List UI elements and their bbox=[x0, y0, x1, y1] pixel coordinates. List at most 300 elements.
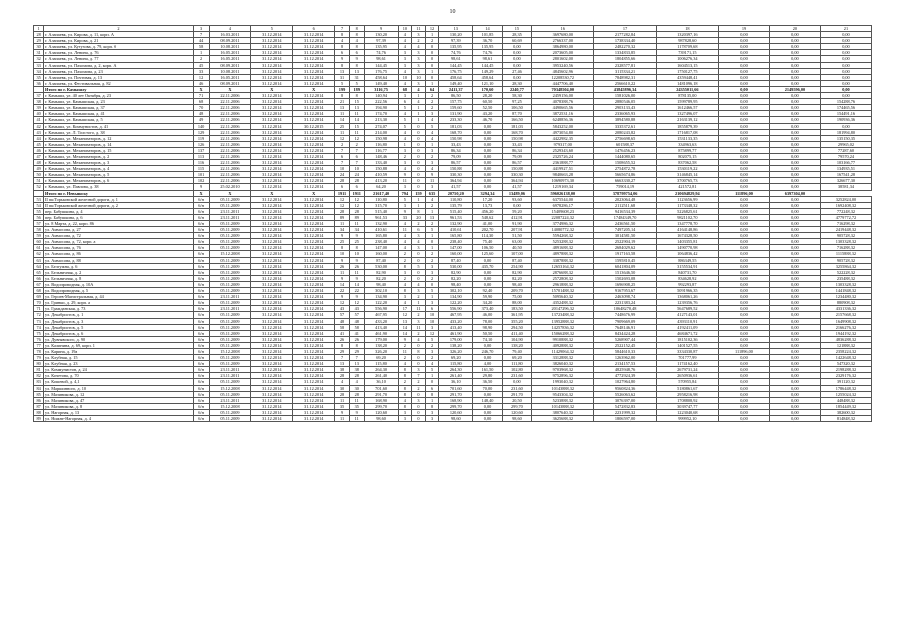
table-cell: 14080772,32 bbox=[532, 227, 594, 233]
table-cell: 30.12.2015 bbox=[293, 123, 335, 129]
table-cell: 0,00 bbox=[719, 403, 770, 409]
table-cell: 0,00 bbox=[719, 123, 770, 129]
table-cell: 106,50 bbox=[473, 245, 502, 251]
table-cell: 144,45 bbox=[439, 62, 473, 68]
table-cell: 1441848,32 bbox=[820, 288, 871, 294]
table-cell: 0,00 bbox=[719, 86, 770, 92]
table-cell: 31.12.2014 bbox=[251, 330, 293, 336]
table-cell: 22.11.2006 bbox=[209, 153, 251, 159]
table-cell: 101 bbox=[193, 172, 209, 178]
table-cell: 20750,20 bbox=[439, 190, 473, 196]
table-cell: 86,34 bbox=[502, 147, 531, 153]
table-cell: 5 bbox=[335, 80, 350, 86]
table-cell: 50 bbox=[34, 172, 44, 178]
table-cell: 44 bbox=[34, 135, 44, 141]
table-cell: 326677,30 bbox=[820, 178, 871, 184]
table-cell: 0,00 bbox=[719, 62, 770, 68]
table-cell: 1173348,32 bbox=[656, 202, 718, 208]
table-cell: 106,50 bbox=[502, 105, 531, 111]
table-cell: 17,20 bbox=[473, 196, 502, 202]
table-cell: 05.11.2009 bbox=[209, 263, 251, 269]
table-cell: 107,00 bbox=[502, 251, 531, 257]
table-cell: 69,20 bbox=[502, 355, 531, 361]
table-cell: 05.11.2009 bbox=[209, 409, 251, 415]
table-cell: 1 bbox=[412, 202, 426, 208]
table-cell: 168,90 bbox=[439, 397, 473, 403]
table-cell: 89 bbox=[34, 416, 44, 422]
table-cell: 5472832,83 bbox=[594, 403, 656, 409]
table-cell: 82,20 bbox=[502, 275, 531, 281]
table-cell: 6248856,36 bbox=[532, 117, 594, 123]
table-cell: 31.12.2014 bbox=[293, 300, 335, 306]
table-cell: 05.11.2009 bbox=[209, 275, 251, 281]
table-cell: г. Камышл, ул. Камышская, д. 5 bbox=[44, 117, 193, 123]
table-cell: 31.12.2014 bbox=[293, 160, 335, 166]
table-cell: 1490770,98 bbox=[656, 245, 718, 251]
table-cell: 58 bbox=[349, 324, 364, 330]
table-cell: 701,60 bbox=[439, 385, 473, 391]
table-cell: 35 bbox=[335, 403, 350, 409]
table-cell: 3 bbox=[412, 397, 426, 403]
table-cell: 6/н bbox=[193, 373, 209, 379]
table-cell: 31.12.2014 bbox=[251, 257, 293, 263]
table-cell: 0,00 bbox=[473, 416, 502, 422]
table-cell: 0,00 bbox=[719, 129, 770, 135]
table-cell: 9 bbox=[335, 275, 350, 281]
table-cell: 0,00 bbox=[719, 178, 770, 184]
table-cell: 6 bbox=[335, 50, 350, 56]
table-cell: 0,00 bbox=[719, 172, 770, 178]
table-cell: 456,20 bbox=[473, 208, 502, 214]
table-cell: 0,00 bbox=[769, 172, 820, 178]
table-cell: 0,00 bbox=[769, 160, 820, 166]
table-cell: 0,00 bbox=[769, 367, 820, 373]
table-cell: 1 bbox=[425, 397, 439, 403]
table-cell: 0,00 bbox=[502, 44, 531, 50]
table-cell: 74,76 bbox=[439, 50, 473, 56]
table-cell: 8 bbox=[349, 245, 364, 251]
table-cell: 373,40 bbox=[473, 306, 502, 312]
table-cell: 0,00 bbox=[719, 99, 770, 105]
table-cell: 31.12.2014 bbox=[293, 50, 335, 56]
table-cell: 0,00 bbox=[473, 184, 502, 190]
table-cell: 161,50 bbox=[473, 367, 502, 373]
table-cell: 31.12.2014 bbox=[293, 166, 335, 172]
table-cell: ул. Карина, д. 19а bbox=[44, 348, 193, 354]
table-cell: 3155534,91 bbox=[656, 263, 718, 269]
table-cell: 33,43 bbox=[502, 141, 531, 147]
table-cell: 3697680,00 bbox=[532, 32, 594, 38]
table-cell: ул. Аммосова, д. 86 bbox=[44, 251, 193, 257]
table-cell: 64,20 bbox=[364, 184, 398, 190]
table-cell: 31.12.2014 bbox=[251, 367, 293, 373]
table-cell: 111896,00 bbox=[719, 190, 770, 196]
table-cell: 2 bbox=[425, 251, 439, 257]
table-cell: 10143888,32 bbox=[532, 385, 594, 391]
table-cell: 0,00 bbox=[769, 99, 820, 105]
table-cell: 8 bbox=[335, 62, 350, 68]
table-cell: 0,00 bbox=[719, 342, 770, 348]
table-cell: 0,00 bbox=[502, 62, 531, 68]
table-cell: 0,00 bbox=[473, 153, 502, 159]
table-cell: 0,00 bbox=[473, 160, 502, 166]
table-cell: 49 bbox=[193, 117, 209, 123]
table-cell: 0 bbox=[412, 172, 426, 178]
table-cell: 25 bbox=[335, 239, 350, 245]
table-cell: 6 bbox=[398, 99, 412, 105]
table-cell: 56 bbox=[34, 214, 44, 220]
table-cell: 31.12.2014 bbox=[293, 281, 335, 287]
table-cell: 104,90 bbox=[502, 336, 531, 342]
table-cell: 48 bbox=[193, 111, 209, 117]
table-cell: 39 bbox=[34, 105, 44, 111]
table-cell: ул. Мазиникова, д. 12 bbox=[44, 391, 193, 397]
table-cell: 31.12.2014 bbox=[293, 306, 335, 312]
table-cell: 10690973,30 bbox=[532, 178, 594, 184]
table-cell: 0,00 bbox=[719, 385, 770, 391]
table-cell: 0,00 bbox=[769, 123, 820, 129]
table-cell: 31.12.2014 bbox=[251, 208, 293, 214]
table-cell: 37 bbox=[34, 93, 44, 99]
table-cell: 3 bbox=[412, 367, 426, 373]
table-cell: 2 bbox=[349, 141, 364, 147]
table-cell: 40 bbox=[34, 111, 44, 117]
table-cell: 7 bbox=[412, 373, 426, 379]
table-cell: 8 bbox=[349, 342, 364, 348]
table-cell: 6/н bbox=[193, 233, 209, 239]
table-cell: г. Камышл, ул. Механизаторов, д. 15 bbox=[44, 147, 193, 153]
table-cell: 1649908,32 bbox=[820, 318, 871, 324]
table-cell: 31.12.2014 bbox=[293, 38, 335, 44]
column-number-cell: 11 bbox=[412, 26, 426, 32]
table-row bbox=[34, 416, 872, 422]
table-cell: 6/н bbox=[193, 379, 209, 385]
table-cell: 5647689,52 bbox=[656, 306, 718, 312]
table-cell: 0,00 bbox=[769, 202, 820, 208]
table-cell: 421572,81 bbox=[656, 184, 718, 190]
table-cell: 1854449,32 bbox=[820, 403, 871, 409]
table-cell: 79 bbox=[34, 355, 44, 361]
table-cell: 7 bbox=[335, 160, 350, 166]
table-cell: 149,29 bbox=[473, 68, 502, 74]
table-cell: 52,50 bbox=[473, 105, 502, 111]
table-cell: 213,30 bbox=[364, 117, 398, 123]
table-cell: 299,70 bbox=[502, 403, 531, 409]
table-cell: 2650936,61 bbox=[656, 373, 718, 379]
table-cell: 179,00 bbox=[439, 336, 473, 342]
table-cell: 214,00 bbox=[364, 129, 398, 135]
table-cell: 0,00 bbox=[769, 233, 820, 239]
table-cell: 0,00 bbox=[719, 233, 770, 239]
table-cell: 41 bbox=[34, 117, 44, 123]
table-cell: 8 bbox=[349, 93, 364, 99]
table-cell: 93,60 bbox=[502, 196, 531, 202]
table-cell: 2 bbox=[398, 257, 412, 263]
table-cell: 3894580,88 bbox=[594, 117, 656, 123]
table-cell: г. Алапаевк, ул. Ленина, д. 77 bbox=[44, 56, 193, 62]
table-cell: 1481096,18 bbox=[656, 80, 718, 86]
table-cell: 7848982,31 bbox=[594, 74, 656, 80]
table-cell: 0 bbox=[425, 50, 439, 56]
table-cell: 361,95 bbox=[502, 312, 531, 318]
table-cell: 120,60 bbox=[502, 409, 531, 415]
table-cell: 413,40 bbox=[439, 324, 473, 330]
table-cell: 31.12.2014 bbox=[293, 111, 335, 117]
table-cell: 0 bbox=[412, 275, 426, 281]
table-cell: 110,80 bbox=[439, 196, 473, 202]
table-cell: 315,70 bbox=[364, 202, 398, 208]
table-cell: 3 bbox=[425, 348, 439, 354]
table-cell: X bbox=[193, 190, 209, 196]
table-cell: 130,20 bbox=[439, 32, 473, 38]
table-cell: г. Алапаевк, ул. Почтовая, д. 13 bbox=[44, 74, 193, 80]
table-cell: 458,64 bbox=[473, 74, 502, 80]
table-cell: 119 bbox=[193, 135, 209, 141]
table-cell: 0,00 bbox=[769, 245, 820, 251]
table-cell: 5233888,32 bbox=[532, 397, 594, 403]
table-cell: 3 bbox=[412, 245, 426, 251]
table-cell: 31.12.2014 bbox=[293, 233, 335, 239]
column-number-cell: 9 bbox=[364, 26, 398, 32]
table-cell: 82,90 bbox=[364, 269, 398, 275]
table-cell: 41 bbox=[335, 330, 350, 336]
table-cell: 330,30 bbox=[502, 172, 531, 178]
table-cell: 23.11.2011 bbox=[209, 214, 251, 220]
table-cell: 1 bbox=[425, 373, 439, 379]
table-cell: 3 bbox=[425, 300, 439, 306]
table-cell: 4,00 bbox=[473, 361, 502, 367]
table-cell: 3 bbox=[425, 324, 439, 330]
table-cell: 77 bbox=[34, 342, 44, 348]
table-cell: 8 bbox=[349, 62, 364, 68]
table-cell: 2 bbox=[193, 56, 209, 62]
table-cell: 2240,77 bbox=[502, 86, 531, 92]
table-cell: 75,40 bbox=[473, 239, 502, 245]
table-cell: 31.12.2014 bbox=[293, 409, 335, 415]
table-cell: 0 bbox=[412, 391, 426, 397]
table-cell: 992293,87 bbox=[656, 281, 718, 287]
table-cell: 62 bbox=[34, 251, 44, 257]
table-cell: 0,00 bbox=[719, 105, 770, 111]
table-cell: 31.12.2014 bbox=[251, 403, 293, 409]
table-cell: 0,00 bbox=[719, 324, 770, 330]
table-cell: ул. Аммосова, д. 72, корп. а bbox=[44, 239, 193, 245]
table-cell: 2 bbox=[425, 342, 439, 348]
table-cell: 0 bbox=[412, 129, 426, 135]
table-cell: 3116,75 bbox=[364, 86, 398, 92]
table-cell: 364,94 bbox=[439, 178, 473, 184]
table-cell: 0,00 bbox=[719, 227, 770, 233]
table-cell: 3252824,00 bbox=[820, 196, 871, 202]
table-cell: 0,00 bbox=[769, 281, 820, 287]
table-cell: 98,60 bbox=[439, 416, 473, 422]
table-cell: 28 bbox=[349, 178, 364, 184]
table-cell: 291,70 bbox=[364, 391, 398, 397]
table-cell: 199 bbox=[335, 86, 350, 92]
table-cell: 33,43 bbox=[439, 141, 473, 147]
table-cell: 3039747,77 bbox=[656, 403, 718, 409]
table-cell: 0,00 bbox=[719, 373, 770, 379]
table-cell: 4 bbox=[412, 86, 426, 92]
table-cell: 0 bbox=[412, 153, 426, 159]
table-cell: 3 bbox=[398, 147, 412, 153]
table-cell: 43845896,34 bbox=[594, 86, 656, 92]
table-cell: 0 bbox=[412, 160, 426, 166]
table-cell: 41,57 bbox=[502, 184, 531, 190]
table-cell: 174,70 bbox=[364, 111, 398, 117]
table-cell: 82,20 bbox=[439, 275, 473, 281]
table-cell: 12 bbox=[335, 135, 350, 141]
table-cell: 0,00 bbox=[473, 342, 502, 348]
table-cell: 4973054,80 bbox=[532, 129, 594, 135]
table-cell: 3 bbox=[425, 263, 439, 269]
table-cell: 0 bbox=[412, 342, 426, 348]
table-cell: 2 bbox=[398, 355, 412, 361]
table-cell: 6/н bbox=[193, 251, 209, 257]
table-cell: 4891688,32 bbox=[532, 245, 594, 251]
table-cell: 59,90 bbox=[473, 294, 502, 300]
table-cell: 6978286,17 bbox=[532, 202, 594, 208]
table-cell: 05.11.2009 bbox=[209, 221, 251, 227]
table-cell: 4 bbox=[398, 80, 412, 86]
table-cell: 28,35 bbox=[502, 32, 531, 38]
table-cell: 8 bbox=[398, 288, 412, 294]
table-cell: 837062,58 bbox=[656, 160, 718, 166]
table-cell: 6/н bbox=[193, 361, 209, 367]
table-cell: 154288,76 bbox=[820, 99, 871, 105]
table-cell: 9 bbox=[349, 257, 364, 263]
table-cell: 515,40 bbox=[439, 208, 473, 214]
table-cell: 4 bbox=[335, 379, 350, 385]
table-cell: 133,40 bbox=[364, 160, 398, 166]
table-cell: 461,90 bbox=[364, 330, 398, 336]
table-cell: 6/н bbox=[193, 336, 209, 342]
table-cell: 1223040,68 bbox=[656, 409, 718, 415]
table-cell: 22.11.2006 bbox=[209, 172, 251, 178]
table-cell: 79,40 bbox=[502, 348, 531, 354]
table-cell: 0,00 bbox=[719, 208, 770, 214]
table-cell: 3387888,32 bbox=[532, 257, 594, 263]
table-cell: 31.12.2014 bbox=[293, 373, 335, 379]
table-cell: II пк/Горьковской железной дороги, д. 2 bbox=[44, 202, 193, 208]
table-cell: 31 bbox=[34, 50, 44, 56]
table-cell: 5091966,35 bbox=[656, 288, 718, 294]
table-cell: 6375544,00 bbox=[532, 196, 594, 202]
table-cell: 2522904,19 bbox=[594, 239, 656, 245]
table-cell: г. Камышл, ул. Л. Толстого, д. 38 bbox=[44, 129, 193, 135]
table-cell: 2436561,50 bbox=[594, 221, 656, 227]
table-cell: 1 bbox=[425, 68, 439, 74]
table-cell: 905728,32 bbox=[820, 257, 871, 263]
table-cell: 05.11.2009 bbox=[209, 379, 251, 385]
table-cell: 31.12.2014 bbox=[293, 105, 335, 111]
table-cell: 1 bbox=[412, 111, 426, 117]
table-cell: 36,10 bbox=[439, 379, 473, 385]
table-cell: пер. Бабушкина, д. 6 bbox=[44, 214, 193, 220]
table-cell: X bbox=[193, 86, 209, 92]
table-cell: 0,00 bbox=[473, 129, 502, 135]
table-cell: 36,10 bbox=[364, 379, 398, 385]
table-cell: 8 bbox=[412, 348, 426, 354]
table-cell: 31.12.2014 bbox=[251, 221, 293, 227]
table-cell: 6663330,27 bbox=[594, 178, 656, 184]
table-cell: 122,20 bbox=[439, 300, 473, 306]
table-cell: 61 bbox=[34, 245, 44, 251]
table-cell: 4 bbox=[398, 281, 412, 287]
table-cell: 36,50 bbox=[473, 379, 502, 385]
table-cell: 9 bbox=[335, 294, 350, 300]
table-cell: 4 bbox=[398, 239, 412, 245]
table-cell: 05.11.2009 bbox=[209, 342, 251, 348]
table-cell: 98,90 bbox=[473, 324, 502, 330]
table-cell: 6 bbox=[425, 385, 439, 391]
table-cell: 716298,32 bbox=[820, 221, 871, 227]
table-cell: 5 bbox=[412, 263, 426, 269]
table-cell: 4 bbox=[412, 281, 426, 287]
table-cell: 0,00 bbox=[719, 93, 770, 99]
table-cell: 168,70 bbox=[502, 129, 531, 135]
table-cell: 9 bbox=[398, 336, 412, 342]
table-cell: 635 bbox=[425, 190, 439, 196]
table-cell: 2756698,65 bbox=[594, 135, 656, 141]
table-cell: 05.11.2009 bbox=[209, 239, 251, 245]
table-cell: 176,75 bbox=[364, 68, 398, 74]
table-cell: 2 bbox=[412, 385, 426, 391]
table-cell: 05.11.2009 bbox=[209, 202, 251, 208]
table-cell: 4 bbox=[398, 44, 412, 50]
table-cell: 2166276,32 bbox=[820, 324, 871, 330]
table-cell: 71 bbox=[193, 93, 209, 99]
table-cell: 294,50 bbox=[502, 324, 531, 330]
table-cell: 2 bbox=[412, 312, 426, 318]
table-cell: 1 bbox=[425, 32, 439, 38]
table-cell: 31.12.2014 bbox=[251, 318, 293, 324]
column-number-cell: 12 bbox=[425, 26, 439, 32]
table-cell: 6/н bbox=[193, 403, 209, 409]
table-cell: 125,60 bbox=[473, 251, 502, 257]
table-cell: 435,70 bbox=[473, 263, 502, 269]
table-cell: 115,80 bbox=[439, 361, 473, 367]
page-number: 10 bbox=[449, 9, 456, 15]
table-cell: 1 bbox=[412, 117, 426, 123]
table-cell: 9 bbox=[335, 257, 350, 263]
table-cell: ул. Героев-Магистральная, д. 44 bbox=[44, 294, 193, 300]
table-cell: 1599789,95 bbox=[656, 99, 718, 105]
table-cell: 4 bbox=[398, 233, 412, 239]
table-cell: 31.12.2014 bbox=[293, 74, 335, 80]
table-cell: 31.12.2014 bbox=[293, 269, 335, 275]
table-cell: 31.12.2014 bbox=[293, 257, 335, 263]
table-cell: 31.12.2014 bbox=[293, 56, 335, 62]
table-cell: 1234480,32 bbox=[820, 294, 871, 300]
table-cell: 15701488,32 bbox=[532, 288, 594, 294]
table-cell: 3 bbox=[412, 233, 426, 239]
table-cell: 55 bbox=[34, 208, 44, 214]
table-cell: 4 bbox=[425, 361, 439, 367]
table-cell: 31.12.2014 bbox=[293, 129, 335, 135]
table-cell: 29,80 bbox=[473, 373, 502, 379]
table-cell: 0,00 bbox=[719, 294, 770, 300]
table-cell: 0,00 bbox=[769, 105, 820, 111]
table-cell: 6/н bbox=[193, 239, 209, 245]
table-cell: 11 bbox=[335, 129, 350, 135]
table-cell: 150,98 bbox=[502, 135, 531, 141]
table-cell: 140 bbox=[193, 123, 209, 129]
table-cell: 194,90 bbox=[364, 105, 398, 111]
table-cell: 15.12.2008 bbox=[209, 403, 251, 409]
table-cell: 880908,32 bbox=[820, 300, 871, 306]
table-cell: 2 bbox=[425, 93, 439, 99]
